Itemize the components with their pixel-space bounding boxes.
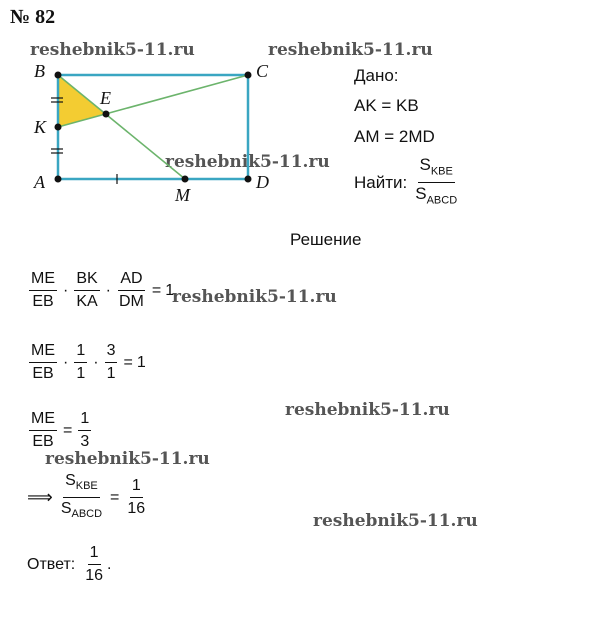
- find-fraction: [413, 156, 459, 210]
- subscript: ABCD: [426, 194, 458, 207]
- point-a: [55, 176, 62, 183]
- operator: ·: [63, 281, 69, 299]
- label-b: B: [34, 61, 45, 81]
- label-a: A: [34, 172, 45, 192]
- operator: ·: [105, 281, 111, 299]
- watermark: reshebnik5-11.ru: [172, 287, 337, 307]
- label-c: C: [256, 61, 269, 81]
- fraction: $\frac{1}{1}$: [76, 342, 86, 382]
- given-line-1: AK = KB: [354, 96, 419, 115]
- geometry-figure: [0, 0, 320, 215]
- fraction: $\frac{3}{1}$: [106, 342, 116, 382]
- find-row: [354, 156, 461, 210]
- fraction: $\frac{S_{KBE}}{S_{ABCD}}$: [60, 472, 103, 521]
- operator: =: [110, 488, 120, 506]
- label-m: M: [175, 185, 190, 205]
- answer-label: Ответ:: [27, 555, 76, 573]
- operator: ·: [93, 353, 99, 371]
- equation-step-2: [27, 342, 146, 383]
- point-b: [55, 72, 62, 79]
- result: 1: [165, 281, 175, 299]
- fraction: $\frac{BK}{KA}$: [76, 270, 98, 310]
- operator: =: [151, 281, 162, 299]
- operator: ·: [63, 353, 69, 371]
- operator: =: [123, 353, 133, 371]
- given-line-2: AM = 2MD: [354, 127, 435, 146]
- equation-step-1: [27, 270, 174, 311]
- find-label: Найти:: [354, 172, 408, 192]
- point-d: [245, 176, 252, 183]
- given-heading: Дано:: [354, 66, 399, 85]
- solution-heading: Решение: [290, 230, 362, 249]
- point-m: [182, 176, 189, 183]
- point-k: [55, 124, 62, 131]
- operator: =: [63, 421, 73, 439]
- watermark: reshebnik5-11.ru: [313, 511, 478, 531]
- area-symbol: S: [419, 155, 431, 174]
- fraction: $\frac{AD}{DM}$: [119, 270, 144, 310]
- watermark: reshebnik5-11.ru: [165, 152, 330, 172]
- segment-bm: [58, 75, 185, 179]
- area-symbol: S: [415, 184, 427, 204]
- implies-symbol: ⟹: [27, 487, 53, 508]
- period: .: [107, 555, 112, 573]
- fraction: $\frac{1}{3}$: [80, 410, 90, 450]
- answer-fraction: $\frac{1}{16}$: [85, 544, 104, 584]
- fraction: $\frac{ME}{EB}$: [31, 270, 55, 310]
- label-d: D: [256, 172, 269, 192]
- problem-number: № 82: [10, 6, 56, 28]
- watermark: reshebnik5-11.ru: [268, 40, 433, 60]
- rectangle-abcd: [58, 75, 248, 179]
- fraction: $\frac{ME}{EB}$: [31, 410, 55, 450]
- answer-row: [27, 544, 111, 585]
- watermark: reshebnik5-11.ru: [30, 40, 195, 60]
- point-c: [245, 72, 252, 79]
- label-e: E: [100, 88, 111, 108]
- watermark: reshebnik5-11.ru: [45, 449, 210, 469]
- fraction: $\frac{ME}{EB}$: [31, 342, 55, 382]
- subscript: KBE: [430, 165, 453, 178]
- point-e: [103, 111, 110, 118]
- equation-step-3: [27, 410, 93, 451]
- equation-step-4: [27, 472, 149, 523]
- fraction: $\frac{1}{16}$: [127, 477, 146, 518]
- triangle-kbe: [58, 75, 106, 127]
- watermark: reshebnik5-11.ru: [285, 400, 450, 420]
- label-k: K: [34, 117, 47, 137]
- result: 1: [136, 353, 146, 371]
